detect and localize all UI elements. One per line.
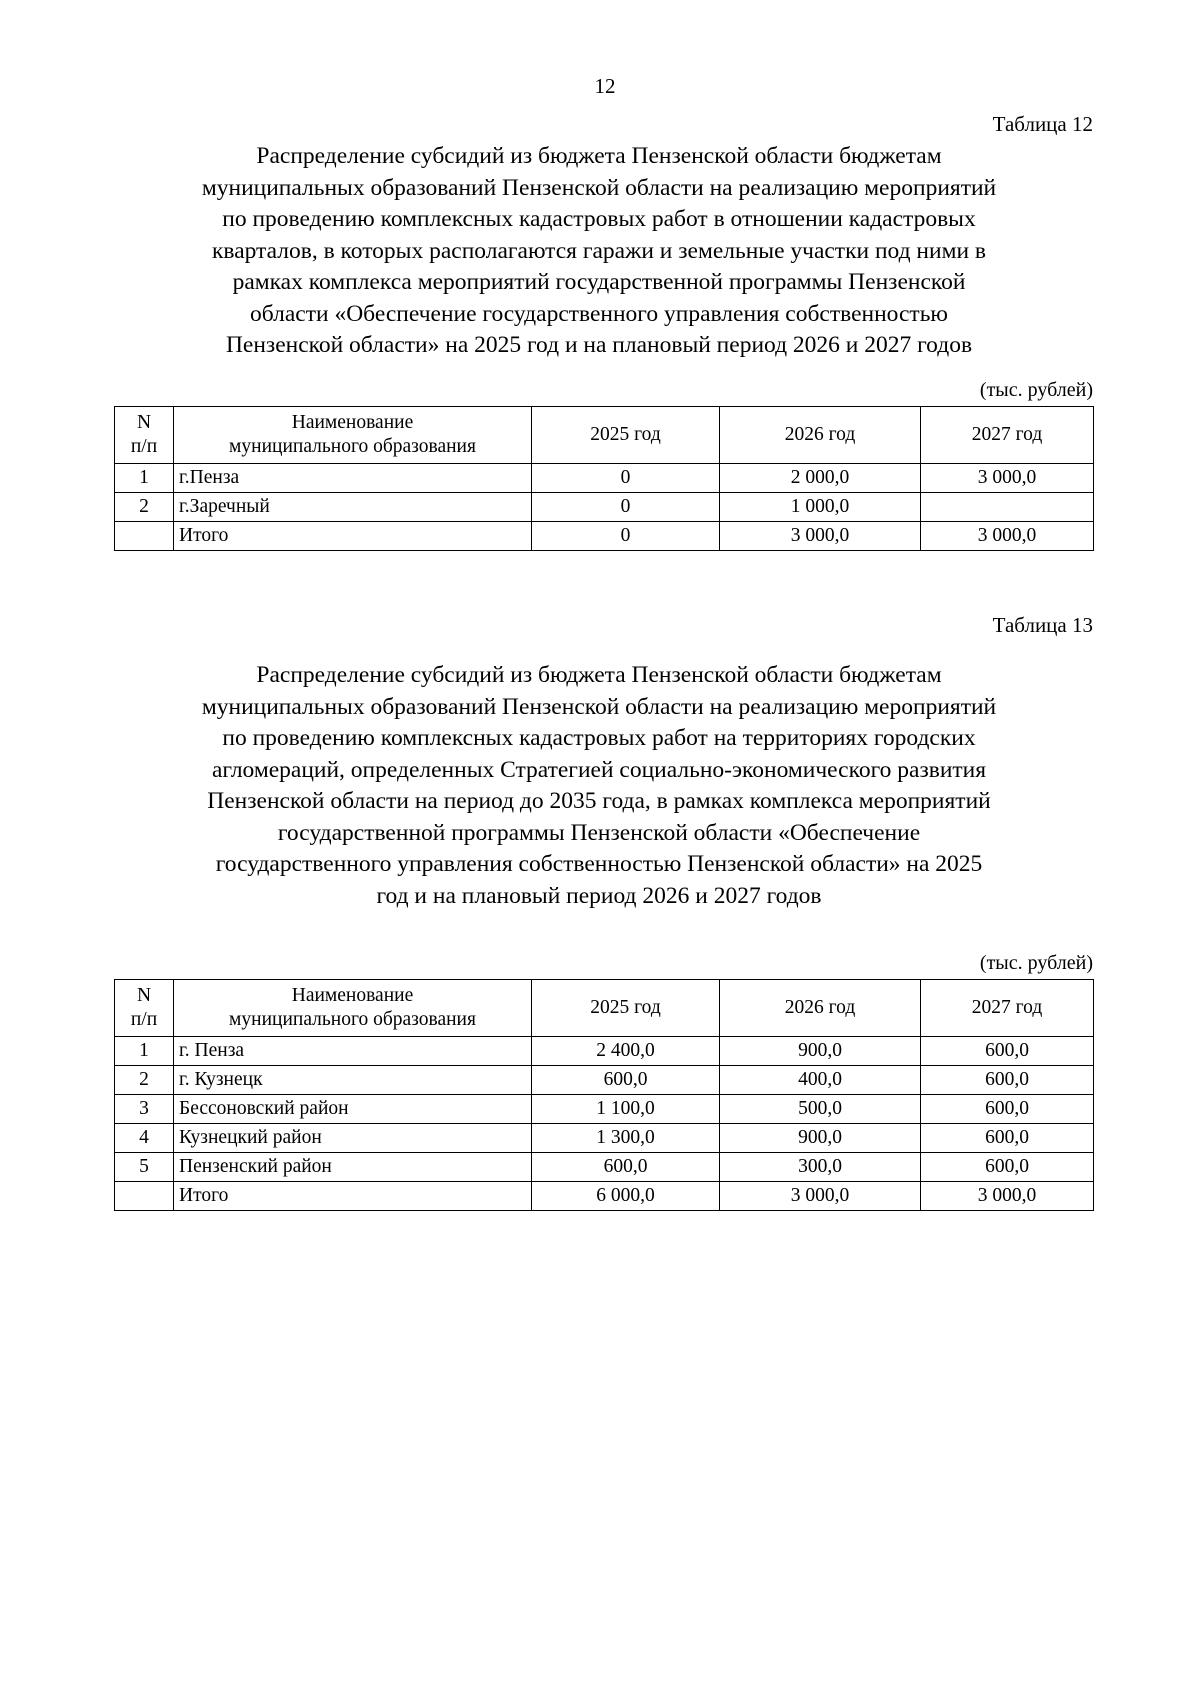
cell-2026: 2 000,0 <box>720 464 921 493</box>
cell-2027: 600,0 <box>921 1037 1094 1066</box>
table-13-label: Таблица 13 <box>992 613 1093 637</box>
cell-name: г. Кузнецк <box>174 1066 532 1095</box>
cell-2025: 0 <box>532 464 720 493</box>
table-12-label: Таблица 12 <box>992 112 1093 136</box>
cell-2025: 0 <box>532 522 720 551</box>
cell-name: Бессоновский район <box>174 1095 532 1124</box>
header-2025: 2025 год <box>532 407 720 464</box>
cell-num: 4 <box>115 1124 174 1153</box>
cell-name: г.Заречный <box>174 493 532 522</box>
header-2027: 2027 год <box>921 980 1094 1037</box>
cell-2026: 300,0 <box>720 1153 921 1182</box>
header-name <box>174 980 532 1037</box>
cell-2027: 600,0 <box>921 1124 1094 1153</box>
header-name-line1: Наименование <box>291 412 414 433</box>
header-name-line2: муниципального образования <box>229 1009 476 1030</box>
cell-name: г. Пенза <box>174 1037 532 1066</box>
table-12 <box>114 406 1094 551</box>
cell-2026: 400,0 <box>720 1066 921 1095</box>
title-line: муниципальных образований Пензенской области на реализацию мероприятий <box>201 693 997 720</box>
cell-2025: 1 300,0 <box>532 1124 720 1153</box>
cell-2025: 6 000,0 <box>532 1182 720 1211</box>
header-name-line1: Наименование <box>291 985 414 1006</box>
title-line: кварталов, в которых располагаются гаражи и земельные участки под ними в <box>211 237 986 264</box>
cell-name: Итого <box>174 522 532 551</box>
title-line: Распределение субсидий из бюджета Пензенской области бюджетам <box>256 143 942 169</box>
header-name-line2: муниципального образования <box>229 436 476 457</box>
header-2026: 2026 год <box>720 980 921 1037</box>
cell-2026: 900,0 <box>720 1124 921 1153</box>
cell-name: Кузнецкий район <box>174 1124 532 1153</box>
table-13 <box>114 979 1094 1211</box>
table-row <box>115 493 1094 522</box>
cell-num: 2 <box>115 1066 174 1095</box>
cell-2027 <box>921 493 1094 522</box>
title-line: по проведению комплексных кадастровых работ на территориях городских <box>222 725 976 751</box>
table-header-row <box>115 407 1094 464</box>
cell-name: г.Пенза <box>174 464 532 493</box>
cell-2025: 0 <box>532 493 720 522</box>
cell-name: Пензенский район <box>174 1153 532 1182</box>
header-name <box>174 407 532 464</box>
table-row <box>115 1153 1094 1182</box>
table-12-title <box>106 141 1092 362</box>
title-line: по проведению комплексных кадастровых работ в отношении кадастровых <box>222 206 976 232</box>
title-line: государственной программы Пензенской области «Обеспечение <box>277 819 921 846</box>
title-line: Пензенской области» на 2025 год и на плановый период 2026 и 2027 годов <box>225 332 973 358</box>
cell-2027: 3 000,0 <box>921 522 1094 551</box>
title-line: год и на плановый период 2026 и 2027 годов <box>376 882 822 909</box>
table-13-title <box>106 660 1092 912</box>
title-line: области «Обеспечение государственного управления собственностью <box>250 300 948 327</box>
table-row <box>115 1066 1094 1095</box>
header-num-line2: п/п <box>130 1009 158 1030</box>
cell-2026: 3 000,0 <box>720 522 921 551</box>
title-line: муниципальных образований Пензенской области на реализацию мероприятий <box>201 174 997 201</box>
cell-2025: 1 100,0 <box>532 1095 720 1124</box>
table-12-units: (тыс. рублей) <box>979 379 1093 401</box>
table-row <box>115 1037 1094 1066</box>
cell-name: Итого <box>174 1182 532 1211</box>
cell-2027: 3 000,0 <box>921 464 1094 493</box>
table-row <box>115 1095 1094 1124</box>
cell-num <box>115 522 174 551</box>
header-2026: 2026 год <box>720 407 921 464</box>
table-total-row <box>115 522 1094 551</box>
header-num-line2: п/п <box>130 436 158 457</box>
table-13-units: (тыс. рублей) <box>979 952 1093 974</box>
cell-2025: 2 400,0 <box>532 1037 720 1066</box>
cell-num: 2 <box>115 493 174 522</box>
title-line: Пензенской области на период до 2035 года, в рамках комплекса мероприятий <box>207 788 991 814</box>
cell-num: 1 <box>115 1037 174 1066</box>
title-line: агломераций, определенных Стратегией социально-экономического развития <box>211 756 987 783</box>
header-num-line1: N <box>136 412 152 433</box>
cell-2027: 600,0 <box>921 1095 1094 1124</box>
cell-2026: 1 000,0 <box>720 493 921 522</box>
header-num <box>115 980 174 1037</box>
cell-2027: 3 000,0 <box>921 1182 1094 1211</box>
page-number: 12 <box>594 74 616 98</box>
cell-2025: 600,0 <box>532 1066 720 1095</box>
cell-2026: 900,0 <box>720 1037 921 1066</box>
cell-2027: 600,0 <box>921 1066 1094 1095</box>
table-row <box>115 464 1094 493</box>
header-2027: 2027 год <box>921 407 1094 464</box>
cell-num: 5 <box>115 1153 174 1182</box>
table-row <box>115 1124 1094 1153</box>
cell-num: 1 <box>115 464 174 493</box>
header-2025: 2025 год <box>532 980 720 1037</box>
title-line: Распределение субсидий из бюджета Пензенской области бюджетам <box>256 662 942 688</box>
cell-2026: 3 000,0 <box>720 1182 921 1211</box>
title-line: государственного управления собственностью Пензенской области» на 2025 <box>215 851 983 877</box>
cell-2025: 600,0 <box>532 1153 720 1182</box>
title-line: рамках комплекса мероприятий государственной программы Пензенской <box>232 269 966 295</box>
cell-2026: 500,0 <box>720 1095 921 1124</box>
cell-num: 3 <box>115 1095 174 1124</box>
table-header-row <box>115 980 1094 1037</box>
header-num <box>115 407 174 464</box>
cell-2027: 600,0 <box>921 1153 1094 1182</box>
cell-num <box>115 1182 174 1211</box>
header-num-line1: N <box>136 985 152 1006</box>
table-total-row <box>115 1182 1094 1211</box>
